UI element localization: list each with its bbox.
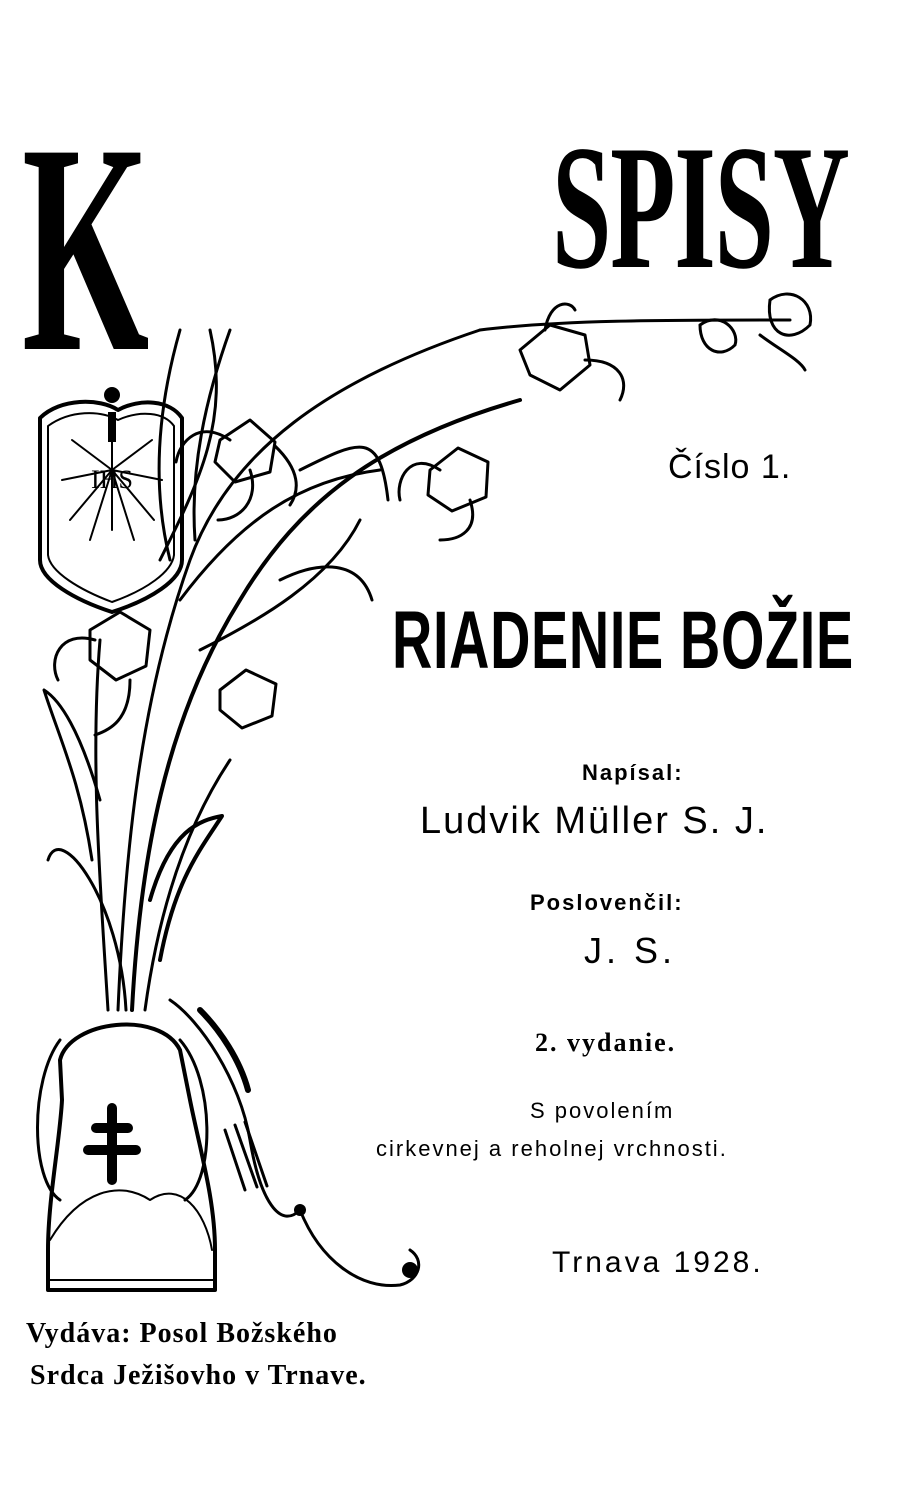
author-name: Ludvik Müller S. J.	[420, 800, 769, 842]
permission-line-2: cirkevnej a reholnej vrchnosti.	[376, 1136, 728, 1161]
book-title: RIADENIE BOŽIE	[392, 595, 854, 686]
author-label: Napísal:	[582, 760, 684, 785]
header-word-spisy: SPISY	[552, 108, 849, 306]
translator-name: J. S.	[584, 930, 677, 971]
header-letter-left: K	[22, 128, 149, 374]
publisher-line-2: Srdca Ježišovho v Trnave.	[30, 1360, 367, 1391]
translator-label: Poslovenčil:	[530, 890, 684, 915]
place-year: Trnava 1928.	[552, 1246, 764, 1279]
edition-label: 2. vydanie.	[535, 1028, 677, 1057]
ihs-monogram: IHS	[91, 465, 133, 494]
permission-line-1: S povolením	[530, 1098, 675, 1123]
publisher-line-1: Vydáva: Posol Božského	[26, 1318, 338, 1349]
series-number: Číslo 1.	[668, 448, 792, 486]
